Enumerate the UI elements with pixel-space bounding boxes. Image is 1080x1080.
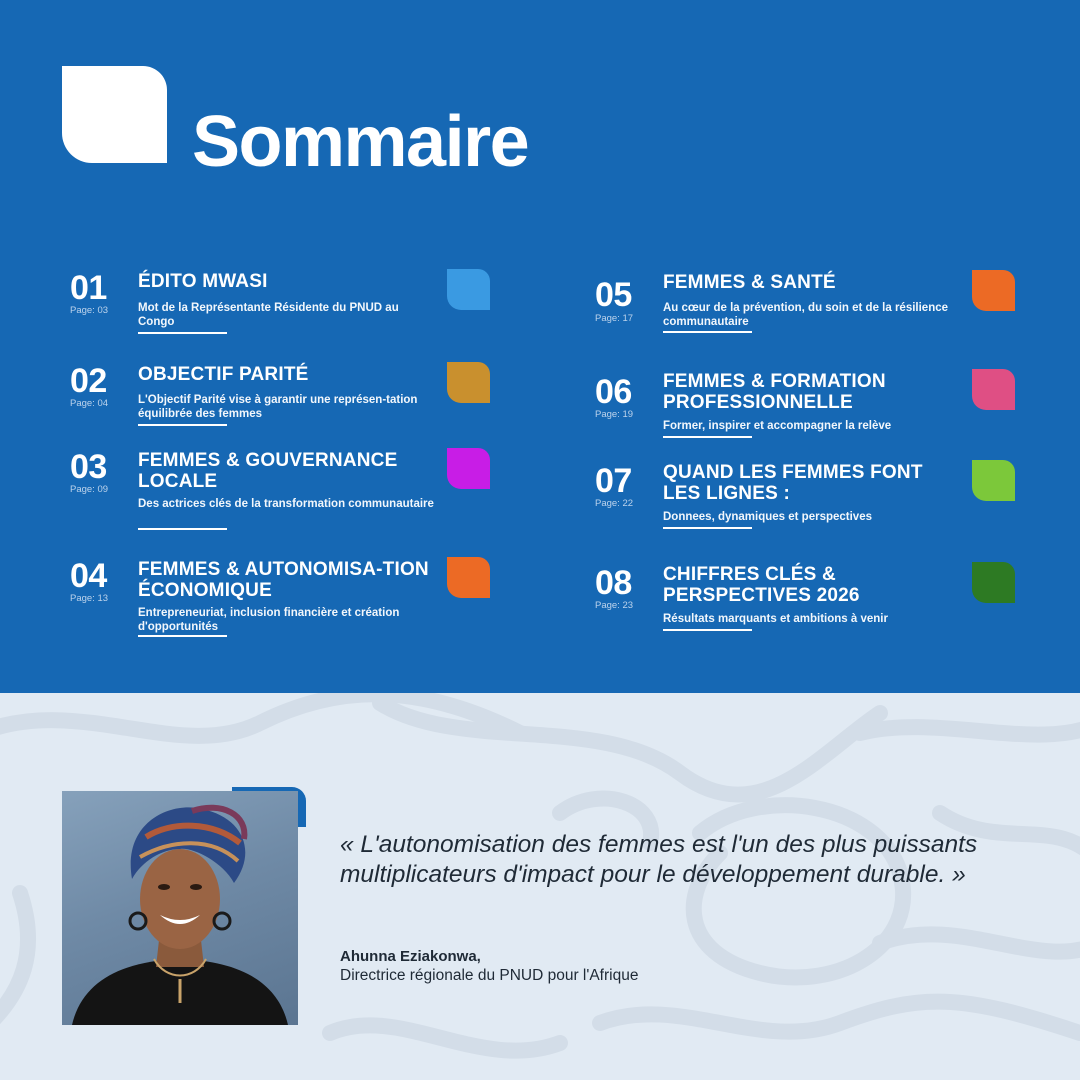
entry-title: QUAND LES FEMMES FONT LES LIGNES : [663,462,923,504]
entry-color-swatch [972,369,1015,410]
entry-page: Page: 09 [70,484,109,495]
entry-number: 02 [70,362,107,400]
entry-page: Page: 23 [595,600,634,611]
entry-rule [663,527,752,529]
entry-color-swatch [447,448,490,489]
entry-title: FEMMES & SANTÉ [663,272,836,293]
entry-description: L'Objectif Parité vise à garantir une représen-tation équilibrée des femmes [138,394,418,420]
entry-page: Page: 13 [70,593,109,604]
quote-author: Ahunna Eziakonwa, [340,948,481,965]
quote-text: « L'autonomisation des femmes est l'un des plus puissants multiplicateurs d'impact pour le développement durable. » [340,831,978,888]
entry-rule [138,635,227,637]
entry-page: Page: 17 [595,313,634,324]
logo-shape [62,66,167,163]
entry-rule [663,436,752,438]
entry-number: 01 [70,269,107,307]
entry-color-swatch [447,269,490,310]
entry-page: Page: 22 [595,498,634,509]
entry-color-swatch [972,562,1015,603]
entry-description: Résultats marquants et ambitions à venir [663,613,888,625]
entry-rule [663,331,752,333]
page-title: Sommaire [192,102,529,182]
entry-number: 04 [70,557,107,595]
entry-page: Page: 03 [70,305,109,316]
entry-rule [138,424,227,426]
entry-number: 03 [70,448,107,486]
entry-color-swatch [447,362,490,403]
entry-description: Au cœur de la prévention, du soin et de la résilience communautaire [663,302,949,328]
entry-rule [138,528,227,530]
entry-page: Page: 19 [595,409,634,420]
entry-title: OBJECTIF PARITÉ [138,364,309,385]
entry-title: FEMMES & FORMATION PROFESSIONNELLE [663,371,886,413]
entry-description: Entrepreneuriat, inclusion financière et création d'opportunités [138,607,400,633]
entry-title: FEMMES & AUTONOMISA-TION ÉCONOMIQUE [138,559,429,601]
entry-rule [663,629,752,631]
entry-title: FEMMES & GOUVERNANCE LOCALE [138,450,398,492]
entry-number: 05 [595,276,632,314]
entry-rule [138,332,227,334]
portrait-photo [62,791,298,1025]
entry-color-swatch [972,460,1015,501]
quote-panel [0,693,1080,1080]
entry-description: Mot de la Représentante Résidente du PNUD au Congo [138,302,399,328]
entry-color-swatch [972,270,1015,311]
entry-description: Former, inspirer et accompagner la relève [663,420,892,432]
entry-number: 07 [595,462,632,500]
entry-number: 06 [595,373,632,411]
entry-description: Donnees, dynamiques et perspectives [663,511,872,523]
entry-number: 08 [595,564,632,602]
entry-description: Des actrices clés de la transformation communautaire [138,498,434,510]
quote-author-role: Directrice régionale du PNUD pour l'Afrique [340,967,639,984]
entry-title: CHIFFRES CLÉS & PERSPECTIVES 2026 [663,564,860,606]
entry-title: ÉDITO MWASI [138,271,268,292]
entry-color-swatch [447,557,490,598]
entry-page: Page: 04 [70,398,109,409]
